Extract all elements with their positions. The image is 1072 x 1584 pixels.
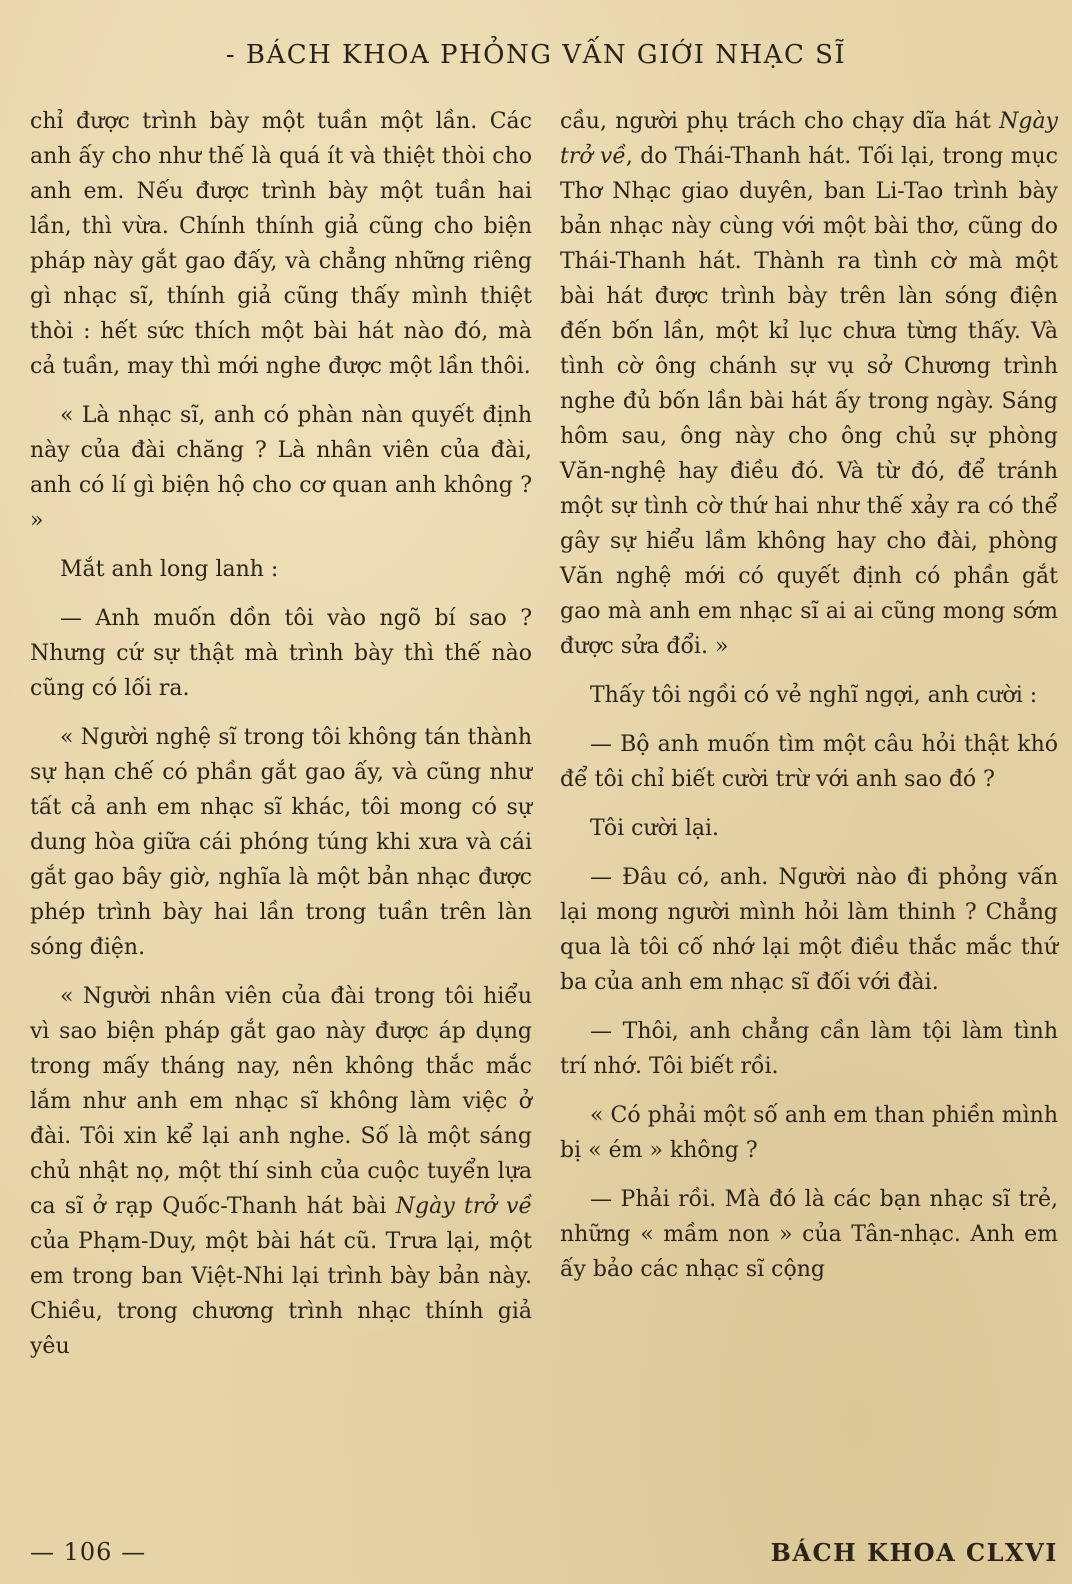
running-head: - BÁCH KHOA PHỎNG VẤN GIỚI NHẠC SĨ	[225, 40, 847, 70]
paragraph: — Bộ anh muốn tìm một câu hỏi thật khó để tôi chỉ biết cười trừ với anh sao đó ?	[560, 732, 1058, 792]
paragraph	[30, 979, 532, 1364]
paragraph-text: của Phạm-Duy, một bài hát cũ. Trưa lại, một em trong ban Việt-Nhi lại trình bày bản này. Chiều, trong chương trình nhạc thính giả yêu	[30, 1229, 532, 1359]
paragraph: chỉ được trình bày một tuần một lần. Các anh ấy cho như thế là quá ít và thiệt thòi cho anh em. Nếu được trình bày một tuần hai lần, thì vừa. Chính thính giả cũng cho biện pháp này gắt gao đấy, và chẳng những riêng gì nhạc sĩ, thính giả cũng thấy mình thiệt thòi : hết sức thích một bài hát nào đó, mà cả tuần, may thì mới nghe được một lần thôi.	[30, 109, 532, 379]
paragraph: — Phải rồi. Mà đó là các bạn nhạc sĩ trẻ, những « mầm non » của Tân-nhạc. Anh em ấy bảo các nhạc sĩ cộng	[560, 1187, 1058, 1282]
paragraph: « Người nghệ sĩ trong tôi không tán thành sự hạn chế có phần gắt gao ấy, và cũng như tất cả anh em nhạc sĩ khác, tôi mong có sự dung hòa giữa cái phóng túng khi xưa và cái gắt gao bây giờ, nghĩa là một bản nhạc được phép trình bày hai lần trong tuần trên làn sóng điện.	[30, 725, 532, 960]
song-title: Ngày trở về	[560, 109, 1058, 169]
paragraph: « Là nhạc sĩ, anh có phàn nàn quyết định này của đài chăng ? Là nhân viên của đài, anh có lí gì biện hộ cho cơ quan anh không ? »	[30, 403, 532, 533]
paragraph: Thấy tôi ngồi có vẻ nghĩ ngợi, anh cười :	[590, 683, 1038, 708]
paragraph	[560, 104, 1058, 664]
paragraph-text: « Người nhân viên của đài trong tôi hiểu vì sao biện pháp gắt gao này được áp dụng trong mấy tháng nay, nên không thắc mắc lắm như anh em nhạc sĩ không làm việc ở đài. Tôi xin kể lại anh nghe. Số là một sáng chủ nhật nọ, một thí sinh của cuộc tuyển lựa ca sĩ ở rạp Quốc-Thanh hát bài	[30, 984, 532, 1219]
song-title: Ngày trở về	[395, 1194, 532, 1219]
paragraph: — Thôi, anh chẳng cần làm tội làm tình trí nhớ. Tôi biết rồi.	[560, 1019, 1058, 1079]
paragraph-text: cầu, người phụ trách cho chạy dĩa hát	[560, 109, 1000, 134]
paragraph: — Anh muốn dồn tôi vào ngõ bí sao ? Nhưng cứ sự thật mà trình bày thì thế nào cũng có lối ra.	[30, 606, 532, 701]
right-column	[560, 104, 1058, 1287]
magazine-issue: BÁCH KHOA CLXVI	[770, 1538, 1058, 1567]
paragraph: Mắt anh long lanh :	[60, 557, 279, 582]
paragraph: « Có phải một số anh em than phiền mình bị « ém » không ?	[560, 1103, 1058, 1163]
paragraph: Tôi cười lại.	[590, 816, 720, 841]
left-column	[30, 104, 532, 1364]
paragraph-text: , do Thái-Thanh hát. Tối lại, trong mục Thơ Nhạc giao duyên, ban Li-Tao trình bày bản nhạc này cùng với một bài thơ, cũng do Thái-Thanh hát. Thành ra tình cờ mà một bài hát được trình bày trên làn sóng điện đến bốn lần, một kỉ lục chưa từng thấy. Và tình cờ ông chánh sự vụ sở Chương trình nghe đủ bốn lần bài hát ấy trong ngày. Sáng hôm sau, ông này cho ông chủ sự phòng Văn-nghệ hay điều đó. Và từ đó, để tránh một sự tình cờ thứ hai như thế xảy ra có thể gây sự hiểu lầm không hay cho đài, phòng Văn nghệ mới có quyết định có phần gắt gao mà anh em nhạc sĩ ai ai cũng mong sớm được sửa đổi. »	[560, 144, 1058, 659]
page-number: — 106 —	[30, 1538, 147, 1566]
paragraph: — Đâu có, anh. Người nào đi phỏng vấn lại mong người mình hỏi làm thinh ? Chẳng qua là tôi cố nhớ lại một điều thắc mắc thứ ba của anh em nhạc sĩ đối với đài.	[560, 865, 1058, 995]
